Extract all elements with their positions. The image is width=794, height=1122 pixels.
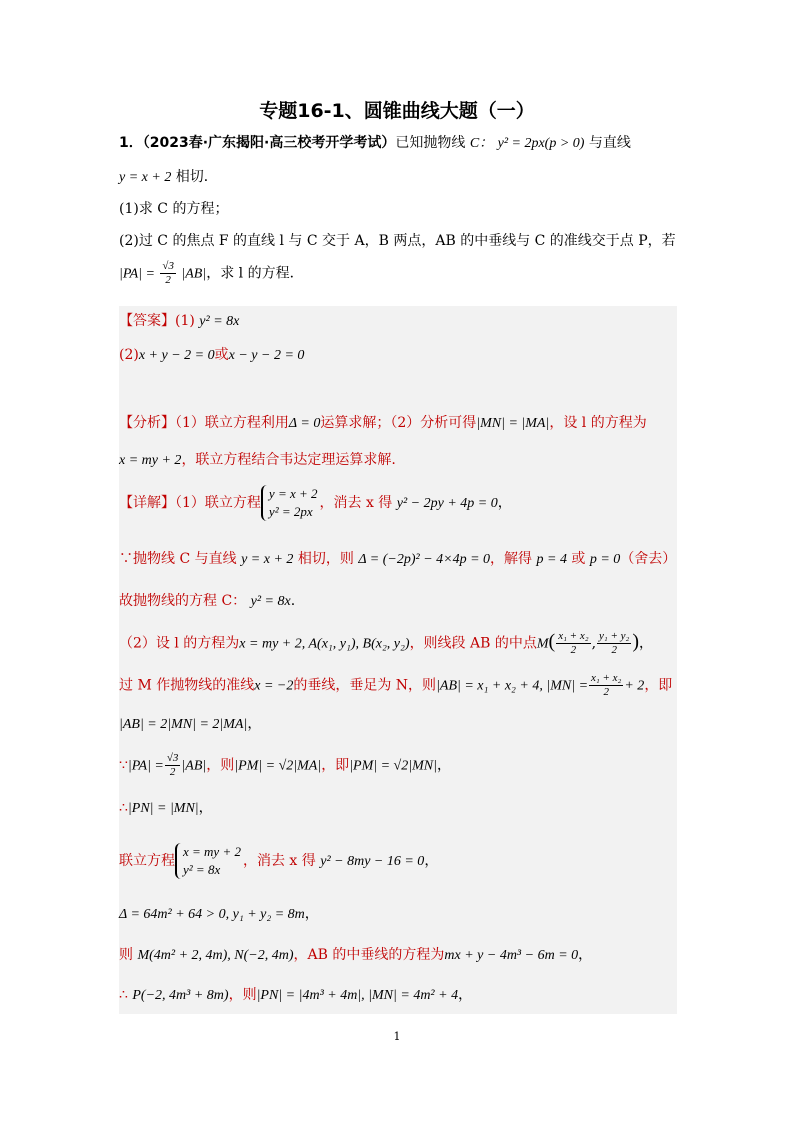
detail-text: ，消去 x 得 — [319, 495, 393, 511]
detail-line-10 — [119, 903, 319, 923]
detail-text: 则 — [119, 947, 133, 963]
punct: ， — [578, 947, 593, 963]
q-curve: C： — [469, 136, 494, 151]
analysis-line-1 — [119, 412, 647, 432]
fraction — [597, 630, 631, 657]
therefore-symbol: ∴ — [119, 987, 128, 1003]
answer-1-label: (1) — [175, 313, 195, 329]
punct: . — [290, 593, 296, 609]
detail-math: mx + y − 4m³ − 6m = 0 — [444, 948, 579, 963]
detail-line-12 — [119, 984, 472, 1004]
detail-math: y² − 2py + 4p = 0 — [396, 496, 498, 511]
analysis-math: |MN| = |MA| — [476, 416, 550, 431]
detail-text: ，解得 — [490, 551, 533, 567]
detail-text: 过 M 作抛物线的准线 — [119, 677, 255, 694]
q-line-eq: y = x + 2 — [119, 170, 172, 185]
answer-line-2 — [119, 344, 304, 364]
detail-text: 或 — [571, 551, 586, 567]
punct: ， — [304, 906, 319, 922]
page-title: 专题16-1、圆锥曲线大题（一） — [259, 100, 535, 122]
detail-math: M(4m² + 2, 4m), N(−2, 4m) — [137, 948, 294, 963]
punct: ， — [436, 757, 451, 774]
detail-math: x = my + 2, A(x₁, y₁), B(x₂, y₂) — [239, 636, 410, 652]
punct: ， — [424, 853, 439, 869]
detail-math: |PN| = |4m³ + 4m|, |MN| = 4m² + 4 — [256, 988, 459, 1003]
answer-2-eq-2: x − y − 2 = 0 — [228, 348, 305, 363]
analysis-math: Δ = 0 — [288, 416, 321, 431]
frac-den: 2 — [169, 766, 176, 778]
system-row: x = my + 2 — [183, 844, 241, 859]
question-source: （2023春·广东揭阳·高三校考开学考试） — [142, 135, 396, 151]
detail-line-2 — [119, 548, 676, 568]
paren: ( — [548, 630, 556, 653]
detail-line-4 — [119, 630, 653, 657]
detail-text: ，即 — [321, 757, 350, 774]
fraction — [165, 752, 181, 779]
detail-text: （舍去） — [620, 551, 677, 567]
detail-line-9 — [119, 843, 438, 879]
analysis-text: 运算求解；（2）分析可得 — [320, 415, 477, 431]
therefore-symbol: ∴ — [119, 800, 128, 816]
equation-system — [175, 843, 243, 879]
detail-text: ，即 — [644, 677, 673, 694]
detail-text: 的垂线，垂足为 N，则 — [293, 677, 437, 694]
question-part-2: (2)过 C 的焦点 F 的直线 l 与 C 交于 A，B 两点，AB 的中垂线与 C 的准线交于点 P，若 — [119, 233, 676, 249]
q-text: ，求 l 的方程． — [206, 265, 304, 282]
analysis-text: ，设 l 的方程为 — [549, 415, 647, 431]
answer-or: 或 — [214, 347, 229, 363]
detail-math: p = 0 — [589, 552, 621, 567]
detail-text: 相切，则 — [297, 551, 354, 567]
question-line-2 — [119, 167, 218, 188]
answer-2-label: (2) — [119, 347, 139, 363]
detail-math: Δ = 64m² + 64 > 0, y₁ + y₂ = 8m — [119, 907, 305, 922]
detail-text: 联立方程 — [119, 853, 175, 869]
page-number: 1 — [393, 1030, 401, 1043]
detail-math: |AB| — [181, 758, 207, 774]
frac-den: 2 — [611, 644, 617, 656]
punct: ， — [247, 716, 262, 732]
detail-text: 故抛物线的方程 C： — [119, 593, 247, 609]
detail-math: + 2 — [624, 678, 645, 694]
q-frac-den: 2 — [165, 274, 171, 286]
punct: ， — [497, 495, 512, 511]
detail-math: |PN| = |MN| — [127, 801, 199, 816]
detail-text: （1）联立方程 — [175, 495, 261, 511]
punct: ， — [639, 635, 654, 652]
analysis-text: ，联立方程结合韦达定理运算求解. — [181, 452, 396, 468]
frac-num: √3 — [166, 752, 179, 764]
system-row: y² = 2px — [268, 504, 313, 519]
analysis-line-2 — [119, 449, 396, 469]
question-part-2-condition — [119, 260, 304, 287]
q-text: 与直线 — [588, 135, 631, 151]
detail-line-5 — [119, 672, 672, 699]
detail-math: Δ = (−2p)² − 4×4p = 0 — [358, 552, 491, 567]
detail-math: |PA| = — [127, 758, 164, 774]
detail-text: ，则 — [228, 987, 257, 1003]
paren: ) — [632, 630, 640, 653]
fraction — [589, 672, 623, 699]
detail-math: p = 4 — [536, 552, 567, 567]
fraction — [556, 630, 590, 657]
detail-math: |AB| = 2|MN| = 2|MA| — [119, 717, 248, 732]
answer-1-eq: y² = 8x — [199, 314, 240, 329]
detail-text: ∵抛物线 C 与直线 — [119, 551, 237, 567]
q-frac-num: √3 — [162, 260, 174, 272]
q-text: 已知抛物线 — [395, 135, 466, 151]
detail-text: ，则线段 AB 的中点 — [409, 635, 537, 652]
frac-num: x₁ + x₂ — [591, 672, 622, 684]
detail-line-11 — [119, 944, 592, 964]
detail-line-1 — [119, 485, 512, 521]
detail-math: |PM| = √2|MN| — [349, 758, 437, 774]
question-line-1 — [119, 133, 631, 154]
system-row: y = x + 2 — [268, 486, 318, 501]
frac-num: x₁ + x₂ — [558, 630, 589, 642]
because-symbol: ∵ — [119, 757, 128, 774]
detail-text: ，AB 的中垂线的方程为 — [293, 947, 445, 963]
equation-system — [261, 485, 320, 521]
detail-text: ，消去 x 得 — [242, 853, 316, 869]
analysis-tag: 【分析】 — [119, 415, 175, 431]
detail-math: P(−2, 4m³ + 8m) — [132, 988, 229, 1003]
detail-math: x = −2 — [254, 678, 294, 694]
q-fraction — [160, 260, 176, 287]
detail-math: y = x + 2 — [241, 552, 294, 567]
system-row: y² = 8x — [183, 862, 221, 877]
detail-line-8 — [119, 797, 213, 817]
frac-den: 2 — [603, 686, 609, 698]
q-cond-right: |AB| — [181, 266, 207, 282]
answer-tag: 【答案】 — [119, 313, 175, 329]
answer-line-1 — [119, 310, 239, 330]
punct: ， — [458, 987, 473, 1003]
detail-tag: 【详解】 — [119, 495, 175, 511]
detail-math: y² − 8my − 16 = 0 — [320, 854, 425, 869]
detail-line-6 — [119, 713, 261, 733]
detail-math: |AB| = x₁ + x₂ + 4, |MN| = — [436, 678, 589, 694]
detail-line-7 — [119, 752, 451, 779]
midpoint-label: M — [536, 636, 549, 652]
detail-text: ，则 — [206, 757, 235, 774]
q-text: 相切． — [175, 169, 218, 185]
analysis-text: （1）联立方程利用 — [175, 415, 289, 431]
comma: , — [591, 635, 597, 652]
detail-math: y² = 8x — [250, 594, 291, 609]
q-cond-left: |PA| = — [119, 266, 155, 282]
q-parabola-eq: y² = 2px(p > 0) — [497, 136, 585, 151]
detail-text: （2）设 l 的方程为 — [119, 635, 240, 652]
frac-num: y₁ + y₂ — [599, 630, 630, 642]
question-part-1: (1)求 C 的方程； — [119, 201, 229, 217]
detail-line-3 — [119, 590, 295, 610]
frac-den: 2 — [570, 644, 577, 656]
analysis-math: x = my + 2 — [119, 453, 182, 468]
punct: ， — [198, 800, 213, 816]
detail-math: |PM| = √2|MA| — [234, 758, 322, 774]
answer-2-eq-1: x + y − 2 = 0 — [138, 348, 215, 363]
question-number: 1． — [119, 135, 143, 151]
